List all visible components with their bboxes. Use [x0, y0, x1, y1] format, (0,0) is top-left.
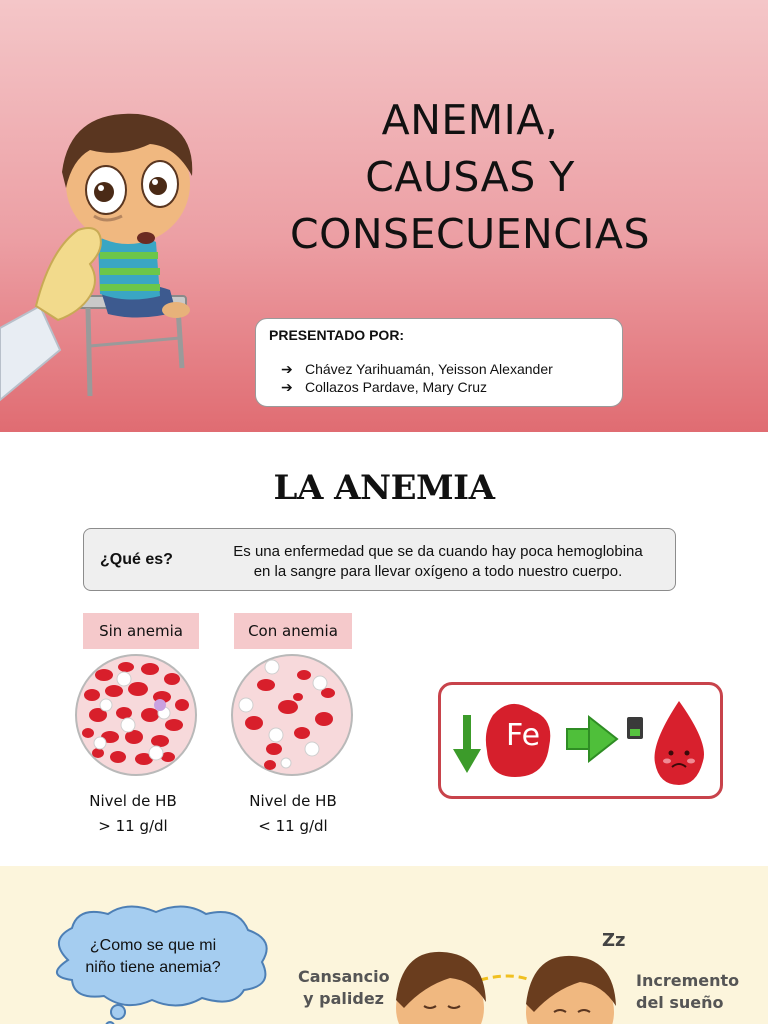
iron-symbol: Fe: [505, 718, 541, 753]
hb-level-value: > 11 g/dl: [98, 817, 168, 835]
right-arrow-icon: [567, 717, 617, 761]
title-line: ANEMIA,: [381, 96, 559, 144]
definition-slide: [0, 432, 768, 866]
hb-level-label: Nivel de HB: [89, 792, 177, 810]
symptom-tiredness: [298, 966, 390, 1010]
hb-level-value: < 11 g/dl: [258, 817, 328, 835]
presenter-name: Chávez Yarihuamán, Yeisson Alexander: [305, 361, 553, 377]
presenter-name: Collazos Pardave, Mary Cruz: [305, 379, 488, 395]
question-label: ¿Qué es?: [100, 551, 173, 568]
hb-level-normal: [63, 789, 203, 839]
definition-text: [208, 542, 668, 582]
definition-line: en la sangre para llevar oxígeno a todo nuestro cuerpo.: [253, 563, 623, 580]
main-title: [250, 92, 690, 263]
anemic-blood-sample-icon: [230, 653, 354, 777]
label-con-anemia: Con anemia: [234, 613, 352, 649]
iron-deficiency-illustration: [441, 685, 720, 796]
symptom-sleep: [636, 970, 746, 1014]
symptom-line: Cansancio: [298, 967, 390, 986]
cloud-question: [58, 935, 248, 979]
section-heading: LA ANEMIA: [273, 468, 495, 508]
symptoms-slide: [0, 866, 768, 1024]
symptom-line: Incremento: [636, 971, 740, 990]
sleep-z-icon: Zz: [602, 930, 626, 951]
hb-level-anemic: [223, 789, 363, 839]
low-battery-icon: [627, 717, 643, 739]
cloud-line: ¿Como se que mi: [89, 937, 217, 954]
arrow-bullet-icon: ➔: [281, 379, 293, 395]
arrow-bullet-icon: ➔: [281, 361, 293, 377]
definition-line: Es una enfermedad que se da cuando hay poca hemoglobina: [233, 543, 643, 560]
healthy-blood-sample-icon: [74, 653, 198, 777]
label-sin-anemia: Sin anemia: [83, 613, 199, 649]
title-line: CONSECUENCIAS: [289, 210, 650, 258]
sad-blood-drop-icon: [655, 701, 705, 785]
definition-box: [83, 528, 676, 591]
cloud-line: niño tiene anemia?: [85, 959, 221, 976]
title-slide: [0, 0, 768, 432]
symptom-line: del sueño: [636, 993, 724, 1012]
presenter-item: [269, 378, 610, 396]
sleepy-kids-illustration: [380, 936, 630, 1024]
sick-boy-illustration: [0, 100, 210, 420]
presenters-box: [255, 318, 623, 407]
title-line: CAUSAS Y: [365, 153, 575, 201]
symptom-line: y palidez: [303, 989, 384, 1008]
presenter-item: [269, 360, 610, 378]
iron-deficiency-panel: [438, 682, 723, 799]
hb-level-label: Nivel de HB: [249, 792, 337, 810]
presented-by-label: PRESENTADO POR:: [269, 327, 405, 343]
down-arrow-icon: [453, 715, 481, 773]
